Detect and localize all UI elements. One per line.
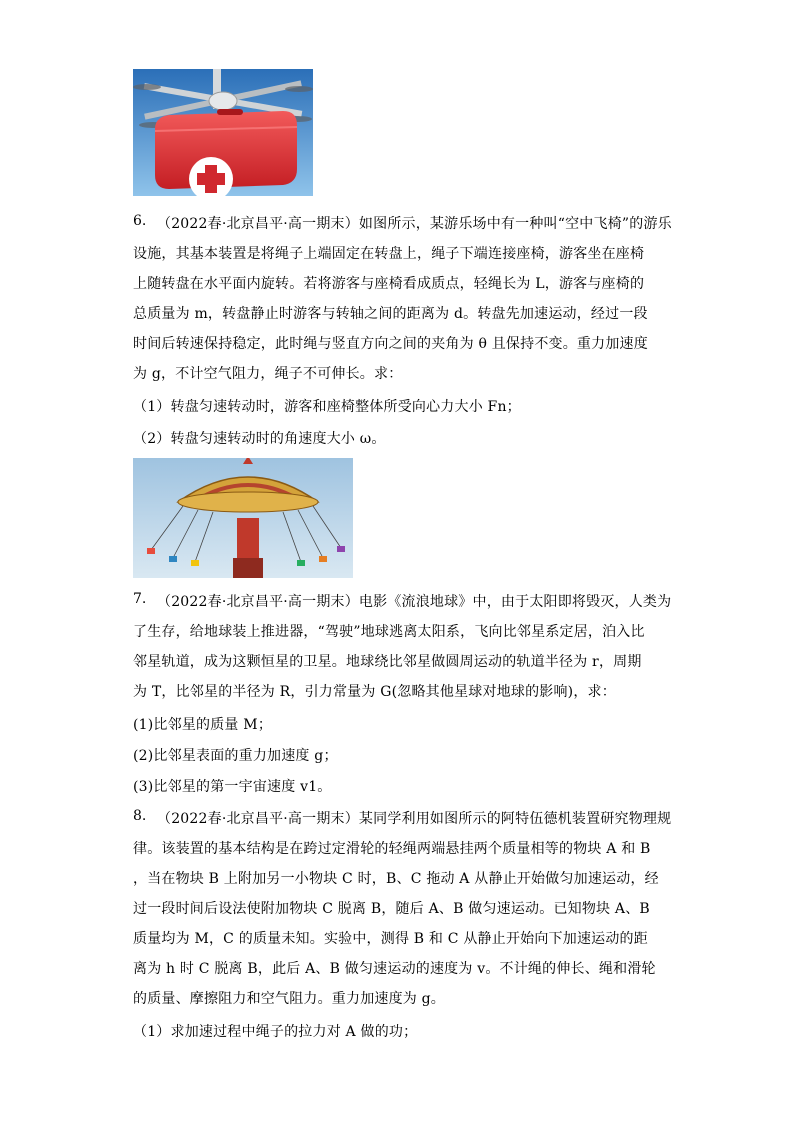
- swing-ride-image: [133, 458, 353, 578]
- question-6-line-3: 上随转盘在水平面内旋转。若将游客与座椅看成质点，轻绳长为 L，游客与座椅的: [133, 276, 645, 292]
- question-6-number: 6.: [133, 213, 147, 229]
- question-8-number: 8.: [133, 808, 147, 824]
- question-7-line-3: 邻星轨道，成为这颗恒星的卫星。地球绕比邻星做圆周运动的轨道半径为 r，周期: [133, 654, 642, 670]
- drone-first-aid-image: [133, 69, 313, 196]
- question-8-line-4: 过一段时间后设法使附加物块 C 脱离 B，随后 A、B 做匀速运动。已知物块 A、B: [133, 901, 650, 917]
- question-7-part-2: (2)比邻星表面的重力加速度 g；: [133, 748, 338, 764]
- question-6-line-5: 时间后转速保持稳定，此时绳与竖直方向之间的夹角为 θ 且保持不变。重力加速度: [133, 336, 648, 352]
- question-7-line-2: 了生存，给地球装上推进器，“驾驶”地球逃离太阳系，飞向比邻星系定居，泊入比: [133, 624, 645, 640]
- question-7-line-4: 为 T，比邻星的半径为 R，引力常量为 G(忽略其他星球对地球的影响)，求：: [133, 684, 616, 700]
- question-6-line-2: 设施，其基本装置是将绳子上端固定在转盘上，绳子下端连接座椅，游客坐在座椅: [133, 246, 645, 262]
- question-7-line-1: （2022春·北京昌平·高一期末）电影《流浪地球》中，由于太阳即将毁灭，人类为: [157, 594, 672, 610]
- question-7-number: 7.: [133, 591, 147, 607]
- question-8-line-5: 质量均为 M，C 的质量未知。实验中，测得 B 和 C 从静止开始向下加速运动的距: [133, 931, 648, 947]
- question-7-part-1: (1)比邻星的质量 M；: [133, 717, 273, 733]
- question-8-part-1: （1）求加速过程中绳子的拉力对 A 做的功；: [133, 1024, 418, 1040]
- question-6-line-6: 为 g，不计空气阻力，绳子不可伸长。求：: [133, 366, 403, 382]
- question-6-part-1: （1）转盘匀速转动时，游客和座椅整体所受向心力大小 Fn；: [133, 399, 521, 415]
- question-8-line-2: 律。该装置的基本结构是在跨过定滑轮的轻绳两端悬挂两个质量相等的物块 A 和 B: [133, 841, 651, 857]
- question-8-line-6: 离为 h 时 C 脱离 B，此后 A、B 做匀速运动的速度为 v。不计绳的伸长、绳和滑轮: [133, 961, 656, 977]
- question-6-line-4: 总质量为 m，转盘静止时游客与转轴之间的距离为 d。转盘先加速运动，经过一段: [133, 306, 648, 322]
- question-7-part-3: (3)比邻星的第一宇宙速度 v1。: [133, 779, 332, 795]
- question-6-part-2: （2）转盘匀速转动时的角速度大小 ω。: [133, 431, 386, 447]
- question-8-line-7: 的质量、摩擦阻力和空气阻力。重力加速度为 g。: [133, 991, 446, 1007]
- question-8-line-1: （2022春·北京昌平·高一期末）某同学利用如图所示的阿特伍德机装置研究物理规: [157, 811, 672, 827]
- question-6-line-1: （2022春·北京昌平·高一期末）如图所示，某游乐场中有一种叫“空中飞椅”的游乐: [157, 216, 672, 232]
- question-8-line-3: ，当在物块 B 上附加另一小物块 C 时，B、C 拖动 A 从静止开始做匀加速运动，经: [133, 871, 659, 887]
